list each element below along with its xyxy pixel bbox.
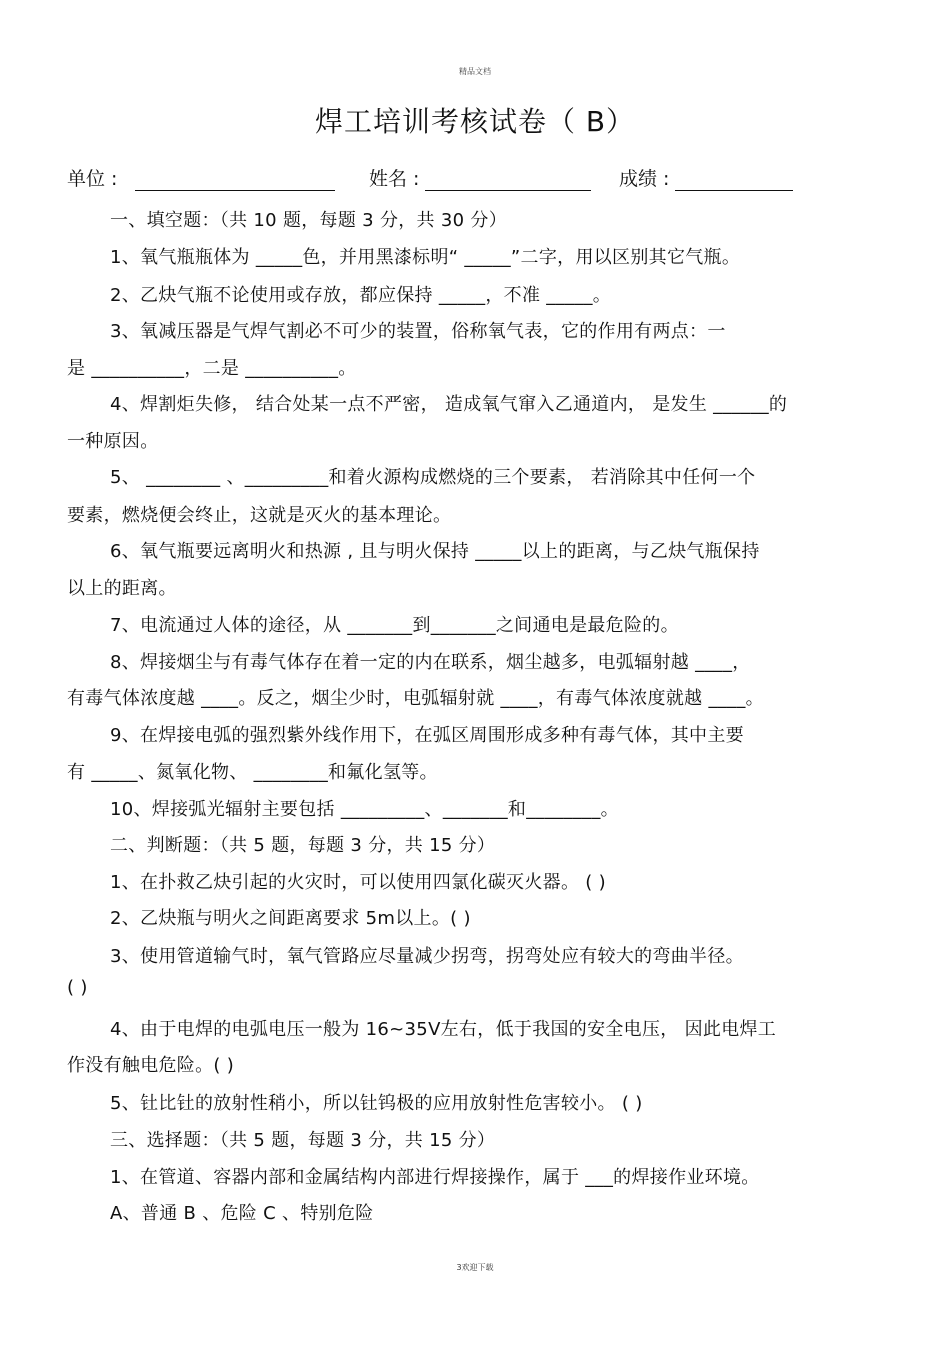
score-label: 成绩 : <box>619 168 670 190</box>
question-line: 9、在焊接电弧的强烈紫外线作用下，在弧区周围形成多种有毒气体，其中主要 <box>110 725 744 746</box>
score-blank[interactable] <box>675 170 793 191</box>
unit-blank[interactable] <box>135 170 335 191</box>
question-line: 5、钍比钍的放射性稍小，所以钍钨极的应用放射性危害较小。 ( ) <box>110 1093 643 1114</box>
question-line: 有毒气体浓度越 ____。反之，烟尘少时，电弧辐射就 ____，有毒气体浓度就越 ____。 <box>67 688 764 709</box>
answer-options: A、普通 B 、危险 C 、特别危险 <box>110 1203 374 1224</box>
question-line: 以上的距离。 <box>67 578 177 599</box>
question-line: ( ) <box>67 977 88 998</box>
section-fill-in-heading: 一、填空题：（共 10 题，每题 3 分，共 30 分） <box>110 210 507 231</box>
page-footer: 3欢迎下载 <box>456 1263 494 1272</box>
question-line: 2、乙炔气瓶不论使用或存放，都应保持 _____，不准 _____。 <box>110 285 612 306</box>
question-line: 是 __________，二是 __________。 <box>67 358 357 379</box>
question-line: 要素，燃烧便会终止，这就是灭火的基本理论。 <box>67 505 452 526</box>
question-line: 10、焊接弧光辐射主要包括 _________、_______和________。 <box>110 799 619 820</box>
name-field[interactable] <box>369 164 591 191</box>
question-line: 2、乙炔瓶与明火之间距离要求 5m以上。( ) <box>110 908 471 929</box>
question-line: 一种原因。 <box>67 431 159 452</box>
question-line: 6、氧气瓶要远离明火和热源 , 且与明火保持 _____以上的距离，与乙炔气瓶保持 <box>110 541 760 562</box>
question-line: 4、由于电焊的电弧电压一般为 16~35V左右，低于我国的安全电压， 因此电焊工 <box>110 1019 777 1040</box>
question-line: 作没有触电危险。( ) <box>67 1055 235 1076</box>
question-line: 7、电流通过人体的途径，从 _______到_______之间通电是最危险的。 <box>110 615 679 636</box>
unit-field[interactable] <box>67 164 335 191</box>
section-true-false-heading: 二、判断题：（共 5 题，每题 3 分，共 15 分） <box>110 835 496 856</box>
question-line: 3、氧减压器是气焊气割必不可少的装置，俗称氧气表，它的作用有两点：一 <box>110 321 726 342</box>
question-line: 4、焊割炬失修， 结合处某一点不严密， 造成氧气窜入乙通道内， 是发生 ______的 <box>110 394 788 415</box>
score-field[interactable] <box>619 164 793 191</box>
name-label: 姓名 : <box>369 168 420 190</box>
question-line: 1、在管道、容器内部和金属结构内部进行焊接操作，属于 ___的焊接作业环境。 <box>110 1167 760 1188</box>
header-note: 精品文档 <box>459 67 491 76</box>
page-title: 焊工培训考核试卷（ B） <box>314 105 636 138</box>
question-line: 1、氧气瓶瓶体为 _____色，并用黑漆标明“ _____”二字，用以区别其它气瓶。 <box>110 247 741 268</box>
question-line: 8、焊接烟尘与有毒气体存在着一定的内在联系，烟尘越多，电弧辐射越 ____， <box>110 652 751 673</box>
question-line: 5、 ________ 、_________和着火源构成燃烧的三个要素， 若消除其中任何一个 <box>110 467 756 488</box>
question-line: 3、使用管道输气时，氧气管路应尽量减少拐弯，拐弯处应有较大的弯曲半径。 <box>110 946 744 967</box>
name-blank[interactable] <box>425 170 591 191</box>
question-line: 1、在扑救乙炔引起的火灾时，可以使用四氯化碳灭火器。 ( ) <box>110 872 606 893</box>
section-choice-heading: 三、选择题：（共 5 题，每题 3 分，共 15 分） <box>110 1130 496 1151</box>
unit-label: 单位 : <box>67 168 118 190</box>
info-row <box>67 164 887 194</box>
question-line: 有 _____、氮氧化物、 ________和氟化氢等。 <box>67 762 438 783</box>
